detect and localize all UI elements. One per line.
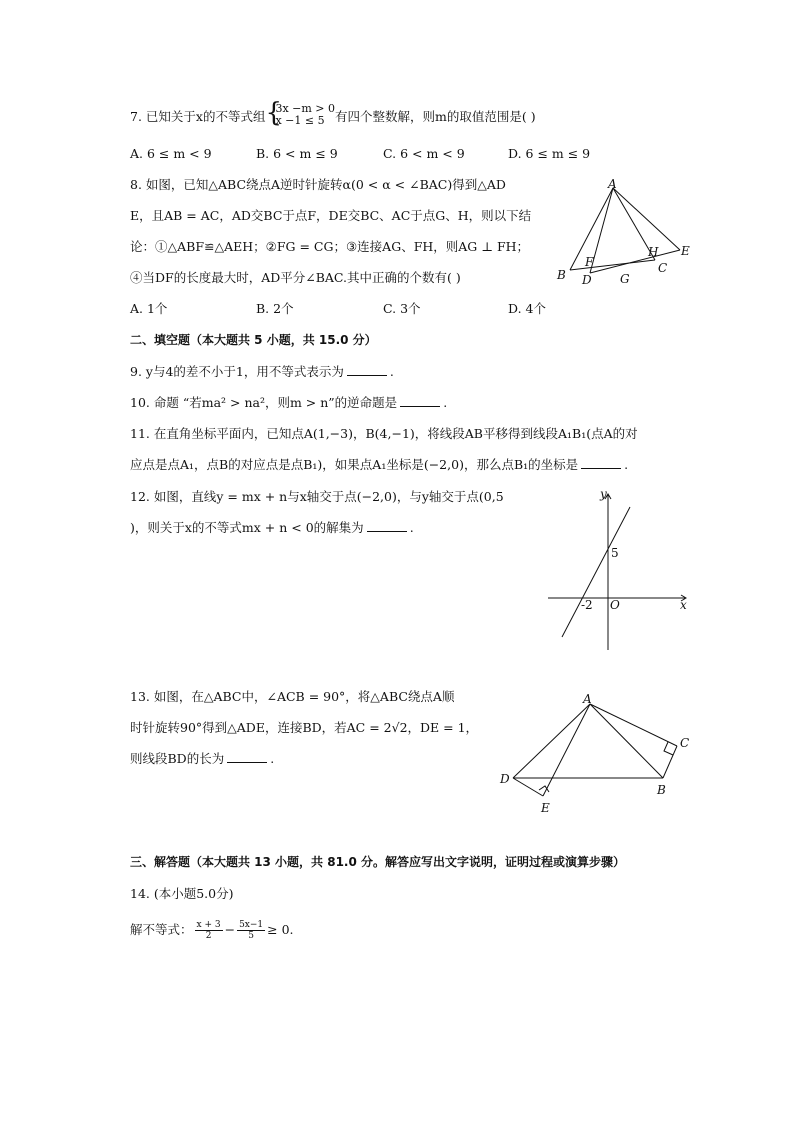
- q12-text: )，则关于x的不等式mx + n < 0的解集为: [130, 520, 364, 535]
- q14-minus: −: [224, 922, 236, 937]
- q8-label-c: C: [658, 261, 668, 275]
- q9-answer-blank[interactable]: [347, 363, 387, 376]
- q12-line-graph: [540, 485, 700, 655]
- q13-line-1: 13. 如图，在△ABC中，∠ACB = 90°，将△ABC绕点A顺: [130, 689, 455, 704]
- q12-end: .: [409, 520, 414, 535]
- q8-label-e: E: [681, 244, 690, 258]
- q11-text: 应点是点A₁，点B的对应点是点B₁)，如果点A₁坐标是(−2,0)，那么点B₁的坐标是: [130, 457, 579, 472]
- q8-label-d: D: [582, 273, 592, 287]
- brace-icon: {: [265, 97, 282, 128]
- q14-fraction-2: [237, 920, 265, 941]
- q14-frac1-numerator: x + 3: [196, 920, 221, 930]
- q8-option-a: A. 1个: [130, 301, 168, 316]
- q8-line-3: 论：①△ABF≌△AEH；②FG = CG；③连接AG、FH，则AG ⊥ FH；: [130, 239, 530, 254]
- q7-option-d: D. 6 ≤ m ≤ 9: [508, 146, 591, 161]
- q9-text: 9. y与4的差不小于1，用不等式表示为: [130, 364, 344, 379]
- q7-eq1: 3x −m > 0: [275, 101, 336, 115]
- q12-line-2: [130, 519, 414, 537]
- q12-label-neg2: -2: [581, 598, 593, 612]
- q7-option-b: B. 6 < m ≤ 9: [256, 146, 338, 161]
- q7-post: 有四个整数解，则m的取值范围是( ): [335, 109, 536, 124]
- q8-option-b: B. 2个: [256, 301, 294, 316]
- q10-answer-blank[interactable]: [400, 394, 440, 407]
- q8-label-b: B: [557, 268, 566, 282]
- q10-text: 10. 命题 “若ma² > na²，则m > n”的逆命题是: [130, 395, 398, 410]
- q12-label-y: y: [600, 487, 607, 501]
- q8-label-a: A: [608, 177, 617, 191]
- q12-label-5: 5: [611, 546, 619, 560]
- q7-option-a: A. 6 ≤ m < 9: [130, 146, 212, 161]
- q14-frac2-numerator: 5x−1: [239, 920, 264, 930]
- q11-line-1: 11. 在直角坐标平面内，已知点A(1,−3)，B(4,−1)，将线段AB平移得到线段A₁B₁(点A的对: [130, 426, 638, 441]
- q13-line-3: [130, 750, 274, 768]
- q14-frac2-denominator: 5: [248, 931, 254, 941]
- q8-option-c: C. 3个: [383, 301, 421, 316]
- q13-rotation-figure: [495, 688, 700, 816]
- q7-option-c: C. 6 < m < 9: [383, 146, 465, 161]
- section-2-title: 二、填空题（本大题共 5 小题，共 15.0 分）: [130, 333, 377, 347]
- q13-label-c: C: [680, 736, 690, 750]
- q9-end: .: [389, 364, 394, 379]
- q13-label-d: D: [500, 772, 510, 786]
- q13-end: .: [270, 751, 275, 766]
- q14-fraction-1: [195, 920, 223, 941]
- q12-line-1: 12. 如图，直线y = mx + n与x轴交于点(−2,0)，与y轴交于点(0,5: [130, 489, 504, 504]
- q8-line-2: E，且AB = AC，AD交BC于点F，DE交BC、AC于点G、H，则以下结: [130, 208, 532, 223]
- q12-label-x: x: [680, 598, 687, 612]
- q8-option-d: D. 4个: [508, 301, 546, 316]
- q8-line-1: 8. 如图，已知△ABC绕点A逆时针旋转α(0 < α < ∠BAC)得到△AD: [130, 177, 506, 192]
- q13-label-b: B: [657, 783, 666, 797]
- q13-label-e: E: [541, 801, 550, 815]
- q9-stem: [130, 363, 394, 381]
- q14-header: 14. (本小题5.0分): [130, 886, 234, 901]
- q11-line-2: [130, 456, 628, 474]
- q8-label-h: H: [648, 245, 659, 259]
- q13-answer-blank[interactable]: [227, 750, 267, 763]
- q8-line-4: ④当DF的长度最大时，AD平分∠BAC.其中正确的个数有( ): [130, 270, 461, 285]
- q14-frac1-denominator: 2: [205, 931, 212, 941]
- q8-label-g: G: [620, 272, 630, 286]
- q12-answer-blank[interactable]: [367, 519, 407, 532]
- q7-eq2: x −1 ≤ 5: [275, 113, 325, 127]
- q14-pre: 解不等式：: [130, 922, 193, 937]
- q10-end: .: [443, 395, 448, 410]
- q8-triangle-figure: [550, 175, 700, 290]
- q11-end: .: [624, 457, 629, 472]
- q13-label-a: A: [583, 692, 592, 706]
- q14-post: ≥ 0.: [267, 922, 294, 937]
- q12-label-origin: O: [610, 598, 620, 612]
- q11-answer-blank[interactable]: [581, 456, 621, 469]
- q7-inequality-system: [265, 97, 336, 128]
- q8-label-f: F: [585, 255, 594, 269]
- q14-problem: [130, 920, 294, 941]
- section-3-title: 三、解答题（本大题共 13 小题，共 81.0 分。解答应写出文字说明，证明过程或演算步骤）: [130, 855, 626, 869]
- q10-stem: [130, 394, 447, 412]
- q13-line-2: 时针旋转90°得到△ADE，连接BD，若AC = 2√2，DE = 1，: [130, 720, 479, 735]
- q13-text: 则线段BD的长为: [130, 751, 225, 766]
- q7-pre: 7. 已知关于x的不等式组: [130, 109, 266, 124]
- q7-stem: [130, 97, 536, 128]
